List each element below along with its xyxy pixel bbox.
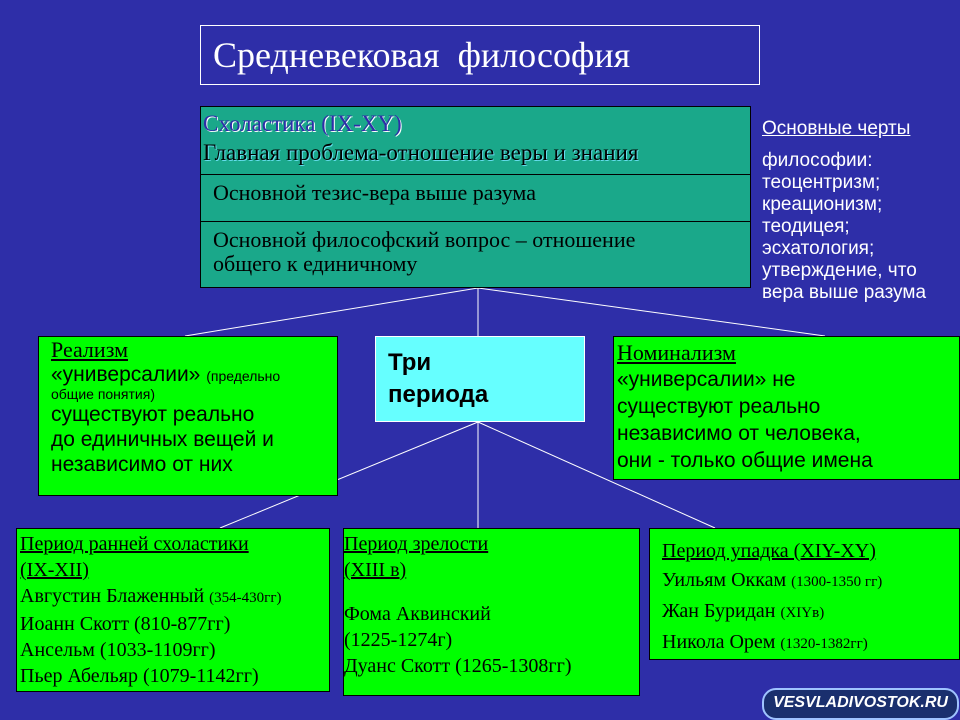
period-mature-box	[343, 528, 640, 696]
period-mature-item: Фома Аквинский	[344, 603, 491, 625]
scholasticism-thesis: Основной тезис-вера выше разума	[200, 174, 751, 222]
period-early-heading: Период ранней схоластики	[20, 533, 249, 555]
scholasticism-main-problem: Главная проблема-отношение веры и знания	[203, 140, 639, 165]
realism-heading: Реализм	[51, 337, 128, 362]
person-name: Жан Буридан	[662, 600, 781, 622]
scholasticism-question-line1: Основной философский вопрос – отношение	[213, 227, 636, 252]
period-mature-item: (1225-1274г)	[344, 629, 453, 651]
scholasticism-header	[200, 106, 751, 174]
features-title	[762, 117, 910, 141]
scholasticism-question-line2: общего к единичному	[213, 251, 418, 276]
realism-line4: до единичных вещей и	[51, 428, 274, 451]
page-title: Средневековая философия	[200, 25, 760, 85]
scholasticism-question	[200, 221, 751, 288]
three-periods-box	[375, 336, 585, 422]
period-decline-item	[662, 628, 959, 659]
period-mature-years: (XIII в)	[344, 559, 407, 581]
feature-item: утверждение, что	[762, 260, 917, 281]
realism-line3: существуют реально	[51, 403, 255, 426]
features-title-line2: философии:	[762, 150, 873, 171]
person-dates: (1300-1350 гг)	[791, 574, 883, 590]
nominalism-line3: независимо от человека,	[617, 422, 861, 445]
period-mature-heading: Период зрелости	[344, 533, 489, 555]
period-mature-item: Дуанс Скотт (1265-1308гг)	[344, 655, 572, 677]
nominalism-box	[613, 336, 960, 480]
connector-scholasticism-realism	[185, 288, 478, 336]
period-decline-box	[649, 528, 960, 660]
person-name: Уильям Оккам	[662, 569, 792, 591]
period-early-years: (IX-XII)	[20, 559, 89, 581]
person-name: Никола Орем	[662, 631, 781, 653]
realism-line5: независимо от них	[51, 453, 233, 476]
realism-note-line2: общие понятия)	[51, 386, 155, 402]
period-early-box	[16, 528, 330, 692]
nominalism-heading: Номинализм	[617, 340, 736, 365]
person-dates: (354-430гг)	[209, 590, 282, 606]
feature-item: эсхатология;	[762, 238, 875, 259]
period-early-item: Иоанн Скотт (810-877гг)	[20, 613, 231, 635]
realism-universals: «универсалии»	[51, 363, 201, 386]
feature-item: теодицея;	[762, 216, 850, 237]
scholasticism-title: Схоластика (IX-XY)	[203, 111, 402, 136]
person-name: Августин Блаженный	[20, 585, 210, 607]
period-decline-item	[662, 566, 959, 597]
realism-line1	[51, 362, 337, 387]
period-decline-heading: Период упадка (XIY-XY)	[662, 540, 876, 562]
three-periods-line2: периода	[388, 381, 489, 408]
features-list	[762, 150, 926, 304]
nominalism-line2: существуют реально	[617, 395, 821, 418]
features-title-line1: Основные черты	[762, 118, 911, 139]
feature-item: теоцентризм;	[762, 172, 881, 193]
nominalism-line1: «универсалии» не	[617, 368, 796, 391]
realism-note: (предельно	[206, 368, 281, 384]
spacer	[344, 583, 639, 601]
feature-item: вера выше разума	[762, 282, 927, 303]
period-early-item	[20, 583, 329, 611]
period-early-item: Ансельм (1033-1109гг)	[20, 639, 216, 661]
watermark-badge[interactable]: VESVLADIVOSTOK.RU	[762, 688, 959, 720]
realism-box	[38, 336, 338, 496]
period-early-item: Пьер Абельяр (1079-1142гг)	[20, 665, 259, 687]
person-dates: (1320-1382гг)	[780, 636, 868, 652]
three-periods-line1: Три	[388, 349, 432, 376]
period-decline-item	[662, 597, 959, 628]
feature-item: креационизм;	[762, 194, 883, 215]
nominalism-line4: они - только общие имена	[617, 449, 873, 472]
person-dates: (XIYв)	[780, 605, 825, 621]
